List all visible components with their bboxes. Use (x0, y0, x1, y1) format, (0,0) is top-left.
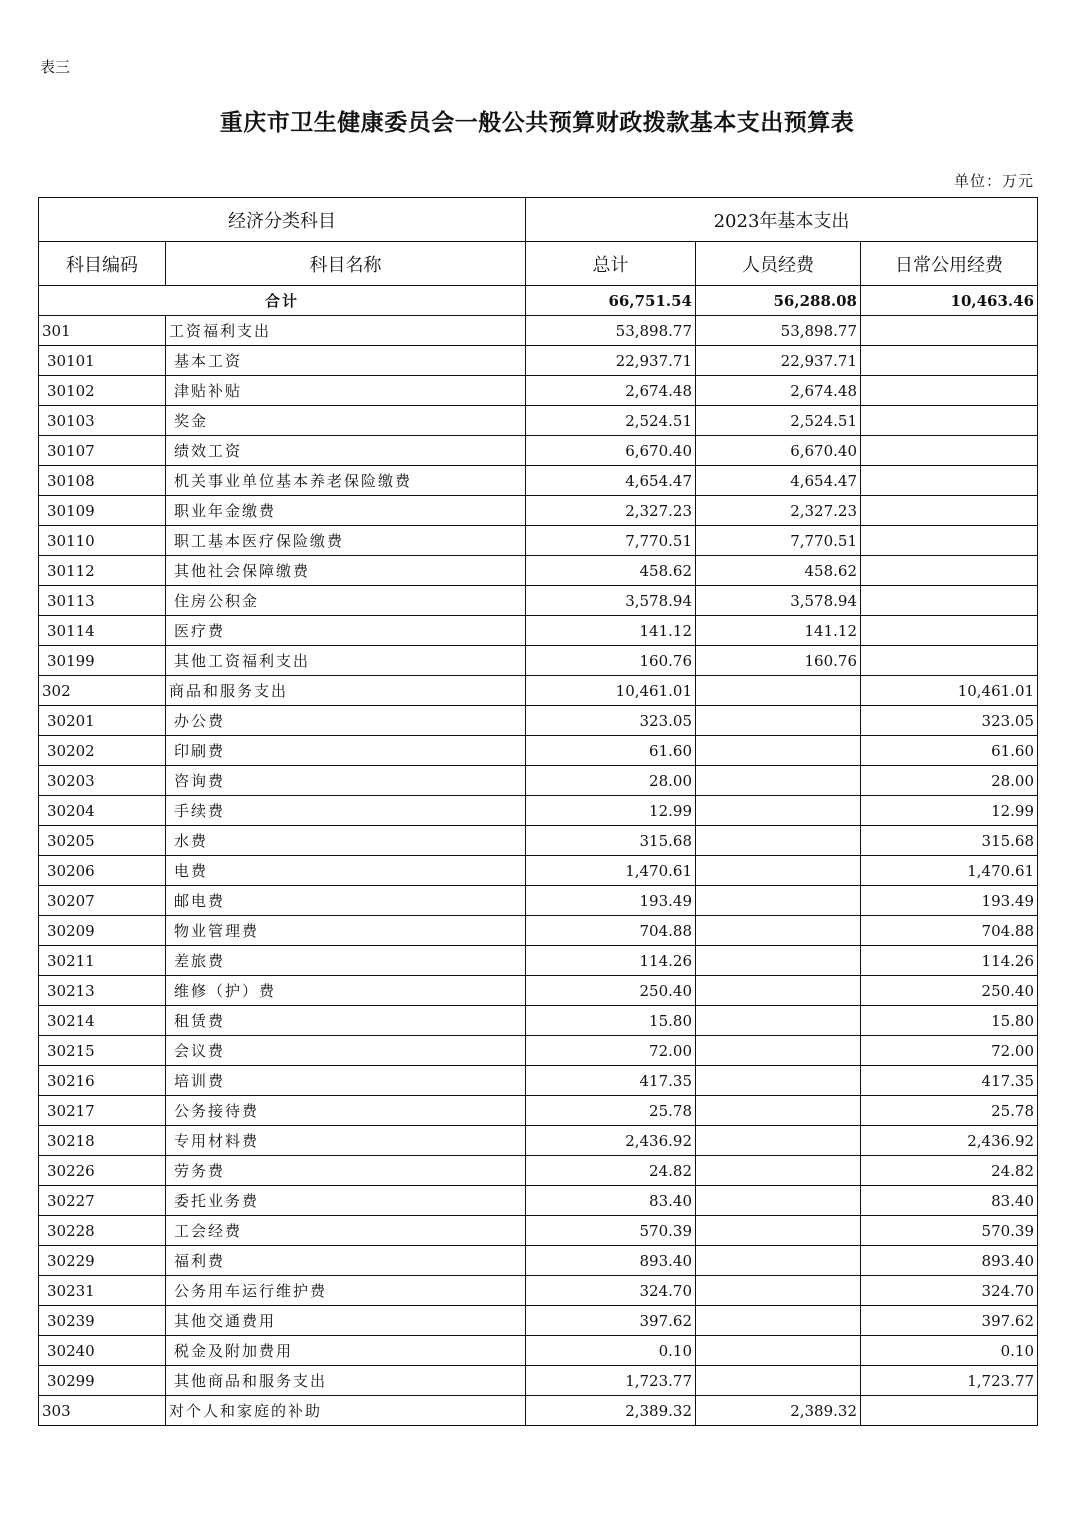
row-public (861, 316, 1038, 346)
row-personnel: 141.12 (696, 616, 861, 646)
total-sum: 66,751.54 (526, 286, 696, 316)
table-row (39, 316, 1038, 346)
row-code: 30202 (39, 736, 166, 766)
row-name: 劳务费 (166, 1156, 526, 1186)
row-name: 住房公积金 (166, 586, 526, 616)
row-personnel (696, 1216, 861, 1246)
row-total: 2,436.92 (526, 1126, 696, 1156)
row-name: 公务接待费 (166, 1096, 526, 1126)
row-total: 6,670.40 (526, 436, 696, 466)
row-total: 323.05 (526, 706, 696, 736)
row-public: 1,723.77 (861, 1366, 1038, 1396)
row-personnel (696, 1336, 861, 1366)
row-name: 培训费 (166, 1066, 526, 1096)
row-code: 30226 (39, 1156, 166, 1186)
row-personnel (696, 1066, 861, 1096)
row-personnel: 6,670.40 (696, 436, 861, 466)
row-personnel (696, 796, 861, 826)
row-personnel (696, 736, 861, 766)
row-personnel: 2,327.23 (696, 496, 861, 526)
row-public (861, 1396, 1038, 1426)
row-total: 417.35 (526, 1066, 696, 1096)
row-personnel (696, 856, 861, 886)
row-total: 1,470.61 (526, 856, 696, 886)
row-personnel (696, 766, 861, 796)
row-code: 30239 (39, 1306, 166, 1336)
row-total: 160.76 (526, 646, 696, 676)
row-name: 其他工资福利支出 (166, 646, 526, 676)
row-name: 物业管理费 (166, 916, 526, 946)
row-name: 其他交通费用 (166, 1306, 526, 1336)
table-row (39, 346, 1038, 376)
column-header-public: 日常公用经费 (861, 242, 1038, 286)
table-row (39, 616, 1038, 646)
row-total: 315.68 (526, 826, 696, 856)
row-public: 24.82 (861, 1156, 1038, 1186)
row-total: 24.82 (526, 1156, 696, 1186)
row-code: 30113 (39, 586, 166, 616)
column-header-name: 科目名称 (166, 242, 526, 286)
table-row (39, 1126, 1038, 1156)
row-code: 30217 (39, 1096, 166, 1126)
row-name: 福利费 (166, 1246, 526, 1276)
row-code: 30205 (39, 826, 166, 856)
row-code: 303 (39, 1396, 166, 1426)
row-code: 30204 (39, 796, 166, 826)
row-personnel (696, 946, 861, 976)
row-total: 12.99 (526, 796, 696, 826)
row-code: 30110 (39, 526, 166, 556)
row-total: 324.70 (526, 1276, 696, 1306)
table-body (39, 286, 1038, 1426)
row-public: 704.88 (861, 916, 1038, 946)
row-name: 职工基本医疗保险缴费 (166, 526, 526, 556)
row-code: 30218 (39, 1126, 166, 1156)
row-public: 25.78 (861, 1096, 1038, 1126)
total-label: 合计 (39, 286, 526, 316)
row-personnel (696, 1246, 861, 1276)
table-row (39, 586, 1038, 616)
row-personnel (696, 706, 861, 736)
row-code: 30101 (39, 346, 166, 376)
row-total: 10,461.01 (526, 676, 696, 706)
row-total: 2,674.48 (526, 376, 696, 406)
total-public: 10,463.46 (861, 286, 1038, 316)
row-code: 30103 (39, 406, 166, 436)
row-personnel (696, 1126, 861, 1156)
row-public: 61.60 (861, 736, 1038, 766)
row-total: 193.49 (526, 886, 696, 916)
row-public: 0.10 (861, 1336, 1038, 1366)
row-code: 30299 (39, 1366, 166, 1396)
table-row (39, 766, 1038, 796)
row-personnel (696, 1276, 861, 1306)
row-name: 津贴补贴 (166, 376, 526, 406)
row-personnel: 2,674.48 (696, 376, 861, 406)
table-row (39, 1396, 1038, 1426)
row-public: 417.35 (861, 1066, 1038, 1096)
row-personnel (696, 826, 861, 856)
table-row (39, 1276, 1038, 1306)
row-total: 2,327.23 (526, 496, 696, 526)
row-public: 397.62 (861, 1306, 1038, 1336)
row-personnel: 458.62 (696, 556, 861, 586)
row-total: 114.26 (526, 946, 696, 976)
row-public: 1,470.61 (861, 856, 1038, 886)
row-code: 30227 (39, 1186, 166, 1216)
row-personnel (696, 1156, 861, 1186)
table-row (39, 436, 1038, 466)
row-name: 奖金 (166, 406, 526, 436)
row-total: 250.40 (526, 976, 696, 1006)
table-row (39, 406, 1038, 436)
table-row (39, 556, 1038, 586)
row-name: 医疗费 (166, 616, 526, 646)
row-public: 114.26 (861, 946, 1038, 976)
row-total: 22,937.71 (526, 346, 696, 376)
row-name: 会议费 (166, 1036, 526, 1066)
table-row (39, 376, 1038, 406)
row-name: 基本工资 (166, 346, 526, 376)
row-public: 323.05 (861, 706, 1038, 736)
row-name: 商品和服务支出 (166, 676, 526, 706)
row-total: 4,654.47 (526, 466, 696, 496)
row-personnel: 4,654.47 (696, 466, 861, 496)
row-public (861, 646, 1038, 676)
row-code: 30215 (39, 1036, 166, 1066)
row-public (861, 346, 1038, 376)
table-row (39, 1156, 1038, 1186)
table-label: 表三 (40, 58, 71, 76)
row-personnel (696, 1006, 861, 1036)
row-total: 25.78 (526, 1096, 696, 1126)
column-group-economic-class: 经济分类科目 (39, 198, 526, 242)
row-name: 绩效工资 (166, 436, 526, 466)
row-name: 水费 (166, 826, 526, 856)
table-row (39, 1216, 1038, 1246)
row-personnel (696, 1186, 861, 1216)
row-code: 30231 (39, 1276, 166, 1306)
total-row (39, 286, 1038, 316)
row-code: 30216 (39, 1066, 166, 1096)
row-total: 15.80 (526, 1006, 696, 1036)
row-total: 28.00 (526, 766, 696, 796)
row-public (861, 556, 1038, 586)
row-public: 893.40 (861, 1246, 1038, 1276)
column-header-code: 科目编码 (39, 242, 166, 286)
row-public (861, 616, 1038, 646)
row-name: 专用材料费 (166, 1126, 526, 1156)
table-row (39, 1006, 1038, 1036)
table-row (39, 676, 1038, 706)
row-total: 83.40 (526, 1186, 696, 1216)
unit-label: 单位：万元 (953, 172, 1034, 190)
row-public: 570.39 (861, 1216, 1038, 1246)
row-code: 30207 (39, 886, 166, 916)
row-public (861, 376, 1038, 406)
row-code: 30228 (39, 1216, 166, 1246)
row-personnel: 7,770.51 (696, 526, 861, 556)
row-total: 2,524.51 (526, 406, 696, 436)
row-name: 工会经费 (166, 1216, 526, 1246)
row-public: 28.00 (861, 766, 1038, 796)
row-total: 570.39 (526, 1216, 696, 1246)
row-total: 893.40 (526, 1246, 696, 1276)
row-name: 其他商品和服务支出 (166, 1366, 526, 1396)
row-code: 302 (39, 676, 166, 706)
row-total: 458.62 (526, 556, 696, 586)
column-header-total: 总计 (526, 242, 696, 286)
row-name: 维修（护）费 (166, 976, 526, 1006)
row-total: 53,898.77 (526, 316, 696, 346)
row-public (861, 406, 1038, 436)
table-row (39, 946, 1038, 976)
row-name: 手续费 (166, 796, 526, 826)
row-name: 邮电费 (166, 886, 526, 916)
row-total: 0.10 (526, 1336, 696, 1366)
table-row (39, 1186, 1038, 1216)
row-code: 30214 (39, 1006, 166, 1036)
row-personnel (696, 1036, 861, 1066)
row-name: 印刷费 (166, 736, 526, 766)
row-code: 30211 (39, 946, 166, 976)
row-code: 30209 (39, 916, 166, 946)
row-public (861, 436, 1038, 466)
column-header-personnel: 人员经费 (696, 242, 861, 286)
row-total: 72.00 (526, 1036, 696, 1066)
table-row (39, 646, 1038, 676)
row-public: 12.99 (861, 796, 1038, 826)
row-public: 10,461.01 (861, 676, 1038, 706)
row-personnel (696, 976, 861, 1006)
row-name: 公务用车运行维护费 (166, 1276, 526, 1306)
table-row (39, 526, 1038, 556)
row-name: 税金及附加费用 (166, 1336, 526, 1366)
row-name: 电费 (166, 856, 526, 886)
row-personnel: 2,389.32 (696, 1396, 861, 1426)
row-personnel (696, 1306, 861, 1336)
row-personnel: 22,937.71 (696, 346, 861, 376)
row-public (861, 526, 1038, 556)
document-title: 重庆市卫生健康委员会一般公共预算财政拨款基本支出预算表 (219, 109, 855, 136)
table-row (39, 916, 1038, 946)
row-total: 61.60 (526, 736, 696, 766)
row-public: 193.49 (861, 886, 1038, 916)
header-row-group (39, 198, 1038, 242)
row-public: 250.40 (861, 976, 1038, 1006)
row-code: 30229 (39, 1246, 166, 1276)
row-name: 办公费 (166, 706, 526, 736)
row-name: 咨询费 (166, 766, 526, 796)
table-row (39, 826, 1038, 856)
table-row (39, 856, 1038, 886)
row-public (861, 586, 1038, 616)
row-public (861, 496, 1038, 526)
table-row (39, 706, 1038, 736)
row-code: 30108 (39, 466, 166, 496)
row-name: 差旅费 (166, 946, 526, 976)
row-code: 30213 (39, 976, 166, 1006)
row-code: 30114 (39, 616, 166, 646)
column-group-basic-expenditure: 2023年基本支出 (526, 198, 1038, 242)
row-name: 工资福利支出 (166, 316, 526, 346)
row-total: 7,770.51 (526, 526, 696, 556)
row-name: 机关事业单位基本养老保险缴费 (166, 466, 526, 496)
row-total: 2,389.32 (526, 1396, 696, 1426)
row-code: 30206 (39, 856, 166, 886)
row-public: 72.00 (861, 1036, 1038, 1066)
row-personnel: 53,898.77 (696, 316, 861, 346)
table-row (39, 1036, 1038, 1066)
table-row (39, 886, 1038, 916)
table-row (39, 976, 1038, 1006)
row-name: 职业年金缴费 (166, 496, 526, 526)
row-name: 租赁费 (166, 1006, 526, 1036)
row-personnel (696, 1366, 861, 1396)
row-total: 397.62 (526, 1306, 696, 1336)
row-code: 30107 (39, 436, 166, 466)
row-code: 30199 (39, 646, 166, 676)
table-row (39, 1306, 1038, 1336)
row-code: 30102 (39, 376, 166, 406)
row-code: 301 (39, 316, 166, 346)
row-code: 30112 (39, 556, 166, 586)
row-code: 30201 (39, 706, 166, 736)
table-row (39, 736, 1038, 766)
row-total: 1,723.77 (526, 1366, 696, 1396)
table-row (39, 1096, 1038, 1126)
row-public: 83.40 (861, 1186, 1038, 1216)
row-public: 315.68 (861, 826, 1038, 856)
budget-table (38, 197, 1038, 1426)
row-personnel: 2,524.51 (696, 406, 861, 436)
table-row (39, 1336, 1038, 1366)
table-row (39, 1366, 1038, 1396)
row-total: 704.88 (526, 916, 696, 946)
row-public: 15.80 (861, 1006, 1038, 1036)
row-total: 3,578.94 (526, 586, 696, 616)
row-code: 30240 (39, 1336, 166, 1366)
table-row (39, 796, 1038, 826)
row-personnel (696, 916, 861, 946)
row-code: 30203 (39, 766, 166, 796)
table-row (39, 496, 1038, 526)
row-personnel (696, 886, 861, 916)
row-personnel: 160.76 (696, 646, 861, 676)
row-personnel: 3,578.94 (696, 586, 861, 616)
row-public (861, 466, 1038, 496)
row-personnel (696, 676, 861, 706)
row-personnel (696, 1096, 861, 1126)
row-code: 30109 (39, 496, 166, 526)
table-row (39, 1066, 1038, 1096)
row-public: 2,436.92 (861, 1126, 1038, 1156)
row-name: 对个人和家庭的补助 (166, 1396, 526, 1426)
row-total: 141.12 (526, 616, 696, 646)
total-personnel: 56,288.08 (696, 286, 861, 316)
row-name: 委托业务费 (166, 1186, 526, 1216)
row-public: 324.70 (861, 1276, 1038, 1306)
header-row-columns (39, 242, 1038, 286)
row-name: 其他社会保障缴费 (166, 556, 526, 586)
table-row (39, 1246, 1038, 1276)
table-row (39, 466, 1038, 496)
